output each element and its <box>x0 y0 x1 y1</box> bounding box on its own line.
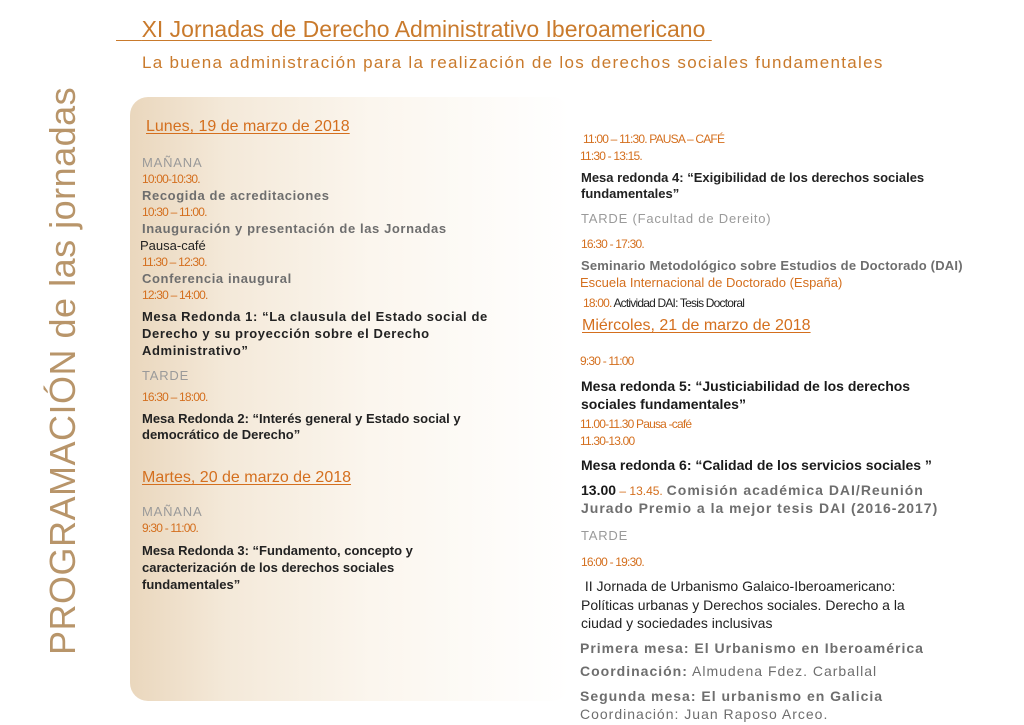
time-slot: 12:30 – 14:00. <box>142 288 208 302</box>
event-coffee-break-wednesday: 11.00-11.30 Pausa -café <box>580 417 692 431</box>
event-round-table-5-line2: sociales fundamentales” <box>581 396 746 412</box>
event-round-table-1-line3: Administrativo” <box>142 343 249 358</box>
event-doctoral-school: Escuela Internacional de Doctorado (España) <box>580 275 843 290</box>
time-slot: 11:30 – 12:30. <box>142 255 207 269</box>
event-urbanism-day: II Jornada de Urbanismo Galaico-Iberoamericano: <box>581 578 896 594</box>
section-afternoon-tuesday: TARDE (Facultad de Dereito) <box>581 211 772 226</box>
event-round-table-3-line2: caracterización de los derechos sociales <box>142 560 395 575</box>
date-monday: Lunes, 19 de marzo de 2018 <box>146 118 350 135</box>
section-afternoon-monday: TARDE <box>142 368 190 383</box>
time-slot: 16:30 – 18:00. <box>142 390 208 404</box>
event-inauguration: Inauguración y presentación de las Jornadas <box>142 221 447 236</box>
event-round-table-1-line2: Derecho y su proyección sobre el Derecho <box>142 326 430 341</box>
event-round-table-5: Mesa redonda 5: “Justiciabilidad de los derechos <box>581 378 911 394</box>
event-round-table-1: Mesa Redonda 1: “La clausula del Estado social de <box>142 309 488 324</box>
event-coffee-break-tuesday: 11:00 – 11:30. PAUSA – CAFÉ <box>583 132 725 146</box>
time-slot: 10:30 – 11:00. <box>142 205 207 219</box>
coordinator-first-panel: Coordinación: Almudena Fdez. Carballal <box>580 663 878 679</box>
event-round-table-6: Mesa redonda 6: “Calidad de los servicios sociales ” <box>581 457 932 473</box>
event-round-table-4-line2: fundamentales” <box>581 186 680 201</box>
event-round-table-4: Mesa redonda 4: “Exigibilidad de los derechos sociales <box>581 170 925 185</box>
time-slot: 16:30 - 17:30. <box>581 237 644 251</box>
event-round-table-3: Mesa Redonda 3: “Fundamento, concepto y <box>142 543 413 558</box>
event-urbanism-day-line3: ciudad y sociedades inclusivas <box>581 615 773 631</box>
event-round-table-3-line3: fundamentales” <box>142 577 241 592</box>
time-slot: 9:30 - 11:00 <box>580 354 634 368</box>
date-tuesday: Martes, 20 de marzo de 2018 <box>142 469 352 486</box>
event-doctoral-thesis: 18:00. Actividad DAI: Tesis Doctoral <box>583 296 745 310</box>
section-morning-tuesday: MAÑANA <box>142 504 203 519</box>
event-methodology-seminar: Seminario Metodológico sobre Estudios de Doctorado (DAI) <box>581 258 963 273</box>
event-urbanism-day-line2: Políticas urbanas y Derechos sociales. Derecho a la <box>581 597 905 613</box>
event-academic-committee: 13.00 – 13.45. Comisión académica DAI/Reunión <box>581 482 924 498</box>
vertical-program-title: PROGRAMACIÓN de las jornadas <box>42 86 83 655</box>
time-slot: 9:30 - 11:00. <box>142 521 199 535</box>
page-title: XI Jornadas de Derecho Administrativo Iberoamericano <box>141 16 706 42</box>
event-coffee-break: Pausa-café <box>140 238 206 253</box>
event-round-table-2: Mesa Redonda 2: “Interés general y Estado social y <box>142 411 461 426</box>
time-slot: 10:00-10:30. <box>142 172 200 186</box>
event-opening-lecture: Conferencia inaugural <box>142 271 292 286</box>
time-slot: 11:30 - 13:15. <box>580 149 642 163</box>
time-slot: 16:00 - 19:30. <box>581 555 644 569</box>
coordinator-second-panel: Coordinación: Juan Raposo Arceo. <box>580 706 829 722</box>
event-academic-committee-line2: Jurado Premio a la mejor tesis DAI (2016-2017) <box>581 500 939 516</box>
event-accreditation: Recogida de acreditaciones <box>142 188 330 203</box>
event-second-panel: Segunda mesa: El urbanismo en Galicia <box>580 688 884 704</box>
section-afternoon-wednesday: TARDE <box>581 528 629 543</box>
time-slot: 11.30-13.00 <box>580 434 635 448</box>
page-subtitle: La buena administración para la realización de los derechos sociales fundamentales <box>142 53 884 72</box>
event-round-table-2-line2: democrático de Derecho” <box>142 427 301 442</box>
section-morning-monday: MAÑANA <box>142 155 203 170</box>
event-first-panel: Primera mesa: El Urbanismo en Iberoamérica <box>580 640 924 656</box>
date-wednesday: Miércoles, 21 de marzo de 2018 <box>582 317 811 334</box>
